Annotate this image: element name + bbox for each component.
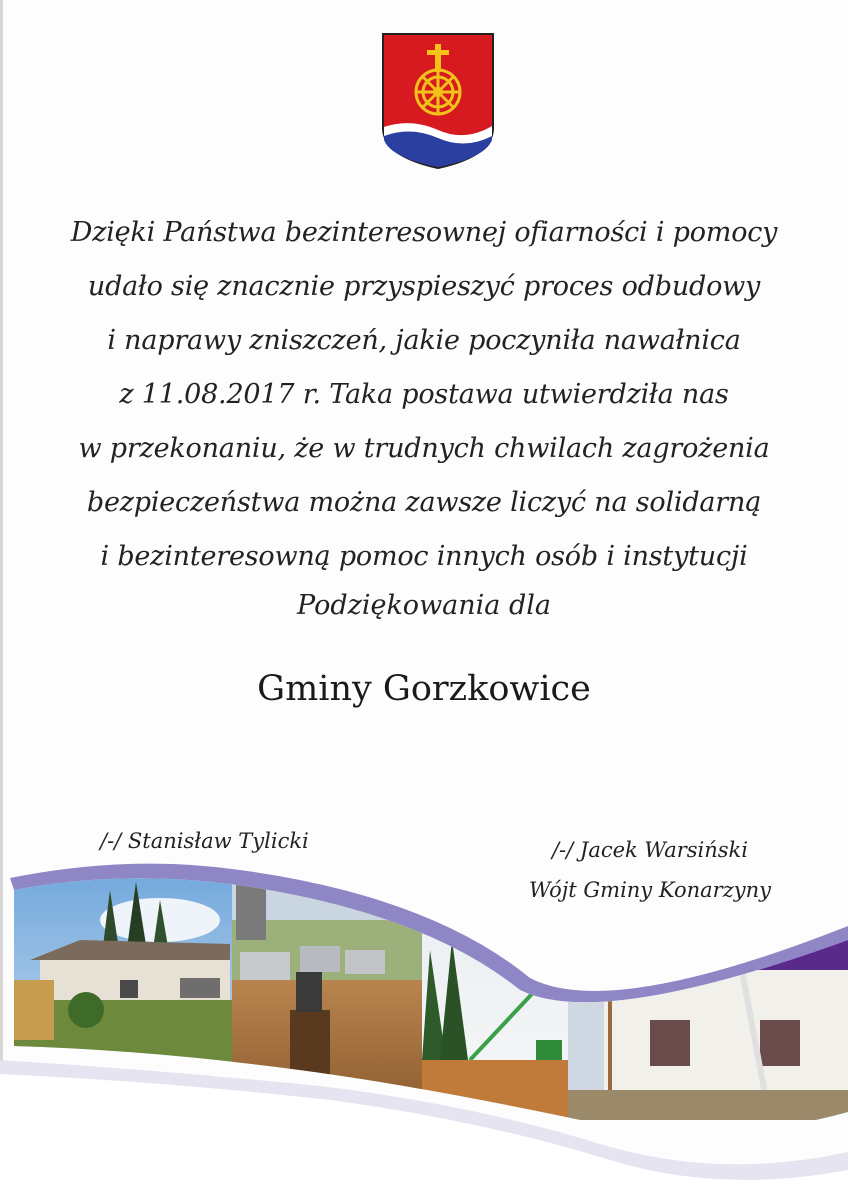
coat-of-arms-icon (381, 32, 495, 170)
signature-left: /-/ Stanisław Tylicki (100, 829, 309, 853)
message-line: w przekonaniu, że w trudnych chwilach zagrożenia (78, 433, 770, 464)
house-renovation-photo (568, 860, 848, 1120)
message-line: i naprawy zniszczeń, jakie poczyniła nawałnica (107, 325, 741, 356)
photo-collage (0, 860, 848, 1200)
signature-right-role: Wójt Gminy Konarzyny (528, 878, 772, 902)
message-line: z 11.08.2017 r. Taka postawa utwierdziła nas (119, 379, 729, 410)
message-line: udało się znacznie przyspieszyć proces odbudowy (87, 271, 761, 302)
thanks-label: Podziękowania dla (297, 590, 551, 621)
message-line: bezpieczeństwa można zawsze liczyć na solidarną (86, 487, 762, 518)
signature-right-name: /-/ Jacek Warsiński (551, 838, 748, 862)
recipient-name: Gminy Gorzkowice (257, 669, 591, 709)
message-line: Dzięki Państwa bezinteresownej ofiarności i pomocy (70, 217, 778, 248)
message-line: i bezinteresowną pomoc innych osób i instytucji (100, 541, 748, 572)
wheel-hub (433, 87, 443, 97)
thank-you-message (40, 206, 808, 584)
